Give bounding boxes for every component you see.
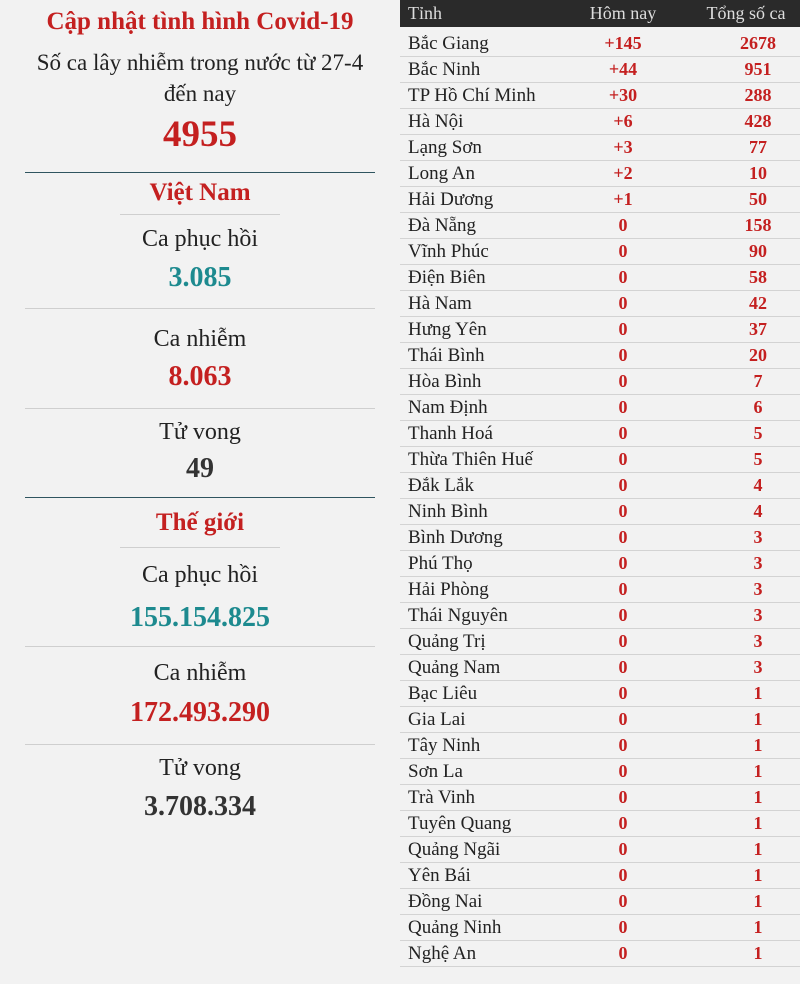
page-title: Cập nhật tình hình Covid-19 xyxy=(46,8,354,35)
vn-recovered-label: Ca phục hồi xyxy=(142,226,258,252)
total-cell: 1 xyxy=(753,865,763,885)
province-cell: Quảng Ninh xyxy=(408,917,502,938)
total-cell: 90 xyxy=(749,241,767,261)
total-cell: 4 xyxy=(753,501,763,521)
total-cell: 20 xyxy=(749,345,767,365)
province-cell: Yên Bái xyxy=(408,865,471,886)
province-table xyxy=(400,0,800,984)
province-cell: Phú Thọ xyxy=(408,553,473,574)
total-cell: 158 xyxy=(744,215,772,235)
today-cell: 0 xyxy=(618,527,628,547)
table-row xyxy=(400,602,800,629)
province-cell: Bình Dương xyxy=(408,527,503,548)
today-cell: 0 xyxy=(618,475,628,495)
table-row xyxy=(400,264,800,291)
today-cell: +44 xyxy=(608,59,638,79)
province-cell: Sơn La xyxy=(408,761,463,782)
table-row xyxy=(400,524,800,551)
today-cell: 0 xyxy=(618,241,628,261)
table-row xyxy=(400,498,800,525)
divider xyxy=(120,547,280,548)
total-cell: 10 xyxy=(749,163,767,183)
province-cell: Quảng Ngãi xyxy=(408,839,501,860)
table-row xyxy=(400,732,800,759)
today-cell: +1 xyxy=(613,189,633,209)
province-cell: Long An xyxy=(408,163,476,184)
divider xyxy=(120,214,280,215)
province-cell: Gia Lai xyxy=(408,709,466,730)
total-cell: 3 xyxy=(753,579,763,599)
today-cell: 0 xyxy=(618,267,628,287)
province-cell: Hải Phòng xyxy=(408,579,489,600)
today-cell: +3 xyxy=(613,137,633,157)
today-cell: 0 xyxy=(618,605,628,625)
province-cell: Đắk Lắk xyxy=(408,475,474,496)
province-cell: Tây Ninh xyxy=(408,735,481,756)
today-cell: 0 xyxy=(618,709,628,729)
today-cell: 0 xyxy=(618,371,628,391)
province-cell: Thanh Hoá xyxy=(408,423,493,444)
today-cell: 0 xyxy=(618,397,628,417)
total-cell: 3 xyxy=(753,657,763,677)
total-cell: 1 xyxy=(753,813,763,833)
table-row xyxy=(400,160,800,187)
province-cell: TP Hồ Chí Minh xyxy=(408,85,536,106)
divider xyxy=(25,308,375,309)
today-cell: 0 xyxy=(618,319,628,339)
table-row xyxy=(400,238,800,265)
total-cell: 2678 xyxy=(740,33,776,53)
today-cell: 0 xyxy=(618,761,628,781)
table-row xyxy=(400,368,800,395)
column-header-total: Tổng số ca xyxy=(706,3,786,23)
vn-infected-label: Ca nhiễm xyxy=(153,326,247,352)
world-recovered-label: Ca phục hồi xyxy=(142,562,258,588)
province-cell: Vĩnh Phúc xyxy=(408,241,489,262)
vietnam-heading: Việt Nam xyxy=(149,179,251,206)
world-deaths-label: Tử vong xyxy=(159,755,241,781)
today-cell: +6 xyxy=(613,111,633,131)
world-infected-label: Ca nhiễm xyxy=(153,660,247,686)
today-cell: 0 xyxy=(618,683,628,703)
world-heading: Thế giới xyxy=(155,509,245,536)
province-cell: Thái Bình xyxy=(408,345,485,366)
today-cell: 0 xyxy=(618,553,628,573)
table-row xyxy=(400,706,800,733)
province-cell: Nghệ An xyxy=(408,943,477,964)
table-row xyxy=(400,576,800,603)
today-cell: 0 xyxy=(618,917,628,937)
province-cell: Hưng Yên xyxy=(408,319,487,340)
table-row xyxy=(400,394,800,421)
province-cell: Đà Nẵng xyxy=(408,215,477,236)
table-row xyxy=(400,680,800,707)
table-row xyxy=(400,56,800,83)
total-cell: 1 xyxy=(753,943,763,963)
world-recovered-value: 155.154.825 xyxy=(130,602,270,633)
divider xyxy=(25,172,375,173)
province-cell: Tuyên Quang xyxy=(408,813,512,834)
table-header xyxy=(400,0,800,27)
today-cell: +145 xyxy=(604,33,642,53)
table-row xyxy=(400,758,800,785)
today-cell: 0 xyxy=(618,839,628,859)
province-cell: Nam Định xyxy=(408,397,488,418)
table-row xyxy=(400,550,800,577)
table-row xyxy=(400,212,800,239)
today-cell: 0 xyxy=(618,631,628,651)
province-cell: Hà Nội xyxy=(408,111,464,132)
today-cell: 0 xyxy=(618,345,628,365)
table-row xyxy=(400,316,800,343)
divider xyxy=(25,408,375,409)
province-cell: Điện Biên xyxy=(408,267,486,288)
total-cell: 1 xyxy=(753,761,763,781)
table-row xyxy=(400,82,800,109)
vn-infected-value: 8.063 xyxy=(168,361,232,392)
total-cell: 1 xyxy=(753,787,763,807)
total-cell: 1 xyxy=(753,891,763,911)
province-cell: Trà Vinh xyxy=(408,787,475,808)
today-cell: 0 xyxy=(618,579,628,599)
table-row xyxy=(400,836,800,863)
total-cell: 5 xyxy=(753,449,763,469)
today-cell: 0 xyxy=(618,891,628,911)
today-cell: 0 xyxy=(618,215,628,235)
total-cell: 1 xyxy=(753,683,763,703)
total-cell: 1 xyxy=(753,917,763,937)
today-cell: +2 xyxy=(613,163,633,183)
today-cell: +30 xyxy=(608,85,638,105)
table-row xyxy=(400,446,800,473)
today-cell: 0 xyxy=(618,293,628,313)
table-row xyxy=(400,108,800,135)
total-cell: 6 xyxy=(753,397,763,417)
total-cell: 3 xyxy=(753,553,763,573)
world-infected-value: 172.493.290 xyxy=(130,697,270,728)
divider xyxy=(25,744,375,745)
table-row xyxy=(400,472,800,499)
province-cell: Bạc Liêu xyxy=(408,683,478,704)
vn-deaths-label: Tử vong xyxy=(159,419,241,445)
vn-recovered-value: 3.085 xyxy=(168,262,232,293)
today-cell: 0 xyxy=(618,423,628,443)
table-row xyxy=(400,888,800,915)
total-cell: 288 xyxy=(744,85,772,105)
total-cell: 3 xyxy=(753,527,763,547)
table-row xyxy=(400,628,800,655)
table-row xyxy=(400,862,800,889)
total-cell: 4 xyxy=(753,475,763,495)
table-row xyxy=(400,914,800,941)
province-cell: Lạng Sơn xyxy=(408,137,482,158)
province-cell: Hòa Bình xyxy=(408,371,482,392)
total-cell: 77 xyxy=(749,137,767,157)
column-header-today: Hôm nay xyxy=(589,3,657,23)
table-row xyxy=(400,654,800,681)
province-cell: Ninh Bình xyxy=(408,501,488,522)
today-cell: 0 xyxy=(618,501,628,521)
total-cell: 42 xyxy=(749,293,767,313)
table-row xyxy=(400,290,800,317)
total-cell: 5 xyxy=(753,423,763,443)
total-cell: 428 xyxy=(744,111,772,131)
column-header-province: Tỉnh xyxy=(408,3,442,23)
total-cell: 3 xyxy=(753,631,763,651)
today-cell: 0 xyxy=(618,657,628,677)
today-cell: 0 xyxy=(618,449,628,469)
table-row xyxy=(400,134,800,161)
total-cell: 37 xyxy=(749,319,767,339)
total-cell: 1 xyxy=(753,839,763,859)
province-cell: Thừa Thiên Huế xyxy=(408,449,533,470)
province-cell: Bắc Giang xyxy=(408,33,489,54)
divider xyxy=(25,497,375,498)
total-cell: 58 xyxy=(749,267,767,287)
province-cell: Hà Nam xyxy=(408,293,472,314)
table-row xyxy=(400,342,800,369)
today-cell: 0 xyxy=(618,735,628,755)
province-cell: Hải Dương xyxy=(408,189,494,210)
world-deaths-value: 3.708.334 xyxy=(144,791,256,822)
table-row xyxy=(400,940,800,967)
total-cell: 1 xyxy=(753,709,763,729)
total-cell: 3 xyxy=(753,605,763,625)
table-row xyxy=(400,784,800,811)
page-subtitle: Số ca lây nhiễm trong nước từ 27-4 đến nay xyxy=(36,50,364,106)
vn-deaths-value: 49 xyxy=(186,453,214,484)
table-row xyxy=(400,420,800,447)
province-cell: Thái Nguyên xyxy=(408,605,508,626)
total-cell: 7 xyxy=(753,371,763,391)
table-row xyxy=(400,810,800,837)
domestic-total: 4955 xyxy=(163,114,237,155)
total-cell: 1 xyxy=(753,735,763,755)
today-cell: 0 xyxy=(618,943,628,963)
province-cell: Quảng Trị xyxy=(408,631,486,652)
total-cell: 951 xyxy=(744,59,772,79)
today-cell: 0 xyxy=(618,865,628,885)
table-row xyxy=(400,186,800,213)
province-cell: Đồng Nai xyxy=(408,891,483,912)
total-cell: 50 xyxy=(749,189,767,209)
today-cell: 0 xyxy=(618,787,628,807)
divider xyxy=(25,646,375,647)
province-cell: Quảng Nam xyxy=(408,657,501,678)
province-cell: Bắc Ninh xyxy=(408,59,481,80)
today-cell: 0 xyxy=(618,813,628,833)
table-row xyxy=(400,30,800,57)
